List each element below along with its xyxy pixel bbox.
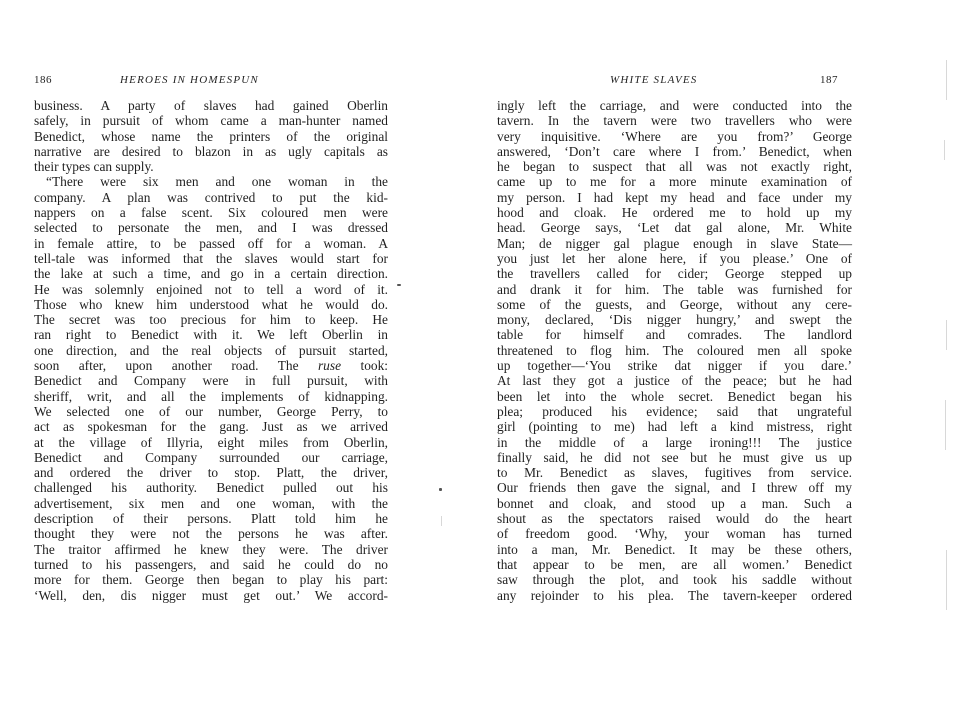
text-line: advertisement, six men and one woman, with the <box>34 495 388 511</box>
left-running-head: HEROES IN HOMESPUN <box>120 74 259 86</box>
text-line: nappers on a false scent. Six coloured men were <box>34 205 388 221</box>
text-line: and ordered the driver to stop. Platt, the driver, <box>34 465 388 481</box>
edge-line <box>946 550 947 610</box>
text-line: mony, declared, ‘Dis nigger hungry,’ and swept the <box>497 312 852 328</box>
text-line: ingly left the carriage, and were conducted into the <box>497 98 852 113</box>
text-line: selected to personate the men, and I was dressed <box>34 220 388 236</box>
text-line: into a man, Mr. Benedict. It may be these others, <box>497 541 852 557</box>
text-line: at the village of Illyria, eight miles from Oberlin, <box>34 434 388 450</box>
text-line: description of their persons. Platt told him he <box>34 511 388 527</box>
text-line: you just let her alone here, if you please.’ One of <box>497 250 852 266</box>
text-line: narrative are desired to blazon in as ugly capitals as <box>34 143 388 159</box>
text-line: thought they were not the persons he was after. <box>34 526 388 542</box>
text-line: finally said, he did not see but he must give us up <box>497 449 852 465</box>
italic-word: ruse <box>317 358 342 374</box>
text-line: of freedom good. ‘Why, your woman has turned <box>497 526 852 542</box>
edge-line <box>945 400 946 450</box>
text-line: turned to his passengers, and said he could do no <box>34 556 388 572</box>
gutter-speck <box>397 284 401 286</box>
text-line: the lake at such a time, and go in a certain direction. <box>34 266 388 282</box>
text-line: Those who knew him understood what he would do. <box>34 296 388 312</box>
text-line: shout as the spectators raised would do the heart <box>497 511 852 527</box>
text-line: my person. I had kept my head and face under my <box>497 189 852 205</box>
text-line: soon after, upon another road. The ruse took: <box>34 358 389 374</box>
text-line: very inquisitive. ‘Where are you from?’ George <box>497 128 852 144</box>
text-line: The secret was too precious for him to keep. He <box>34 312 388 328</box>
text-line: to Mr. Benedict as slaves, fugitives from service. <box>497 465 852 481</box>
text-line: in the middle of a large ironing!!! The justice <box>497 434 852 450</box>
text-line: Man; de nigger gal plague enough in slave State— <box>497 235 852 251</box>
text-line: bonnet and cloak, and stood up a man. Such a <box>497 495 852 511</box>
text-line: ran right to Benedict with it. We left Oberlin in <box>34 327 388 343</box>
text-line: Benedict, whose name the printers of the original <box>34 128 388 144</box>
text-line: girl (pointing to me) had left a kind mistress, right <box>497 419 852 435</box>
text-line: saw through the plot, and took his saddle without <box>497 572 852 588</box>
left-page-number: 186 <box>34 74 52 86</box>
text-line: in female attire, to be passed off for a woman. A <box>34 235 388 251</box>
text-line: head. George says, ‘Let dat gal alone, Mr. White <box>497 220 852 236</box>
text-line: up together—‘You strike dat nigger if you dare.’ <box>497 358 852 374</box>
text-line: he began to suspect that all was not exactly right, <box>497 159 852 175</box>
left-page <box>0 0 440 707</box>
text-line: Benedict and Company were in full pursuit, with <box>34 373 388 389</box>
text-line: Benedict and Company surrounded our carriage, <box>34 449 388 465</box>
text-line: We selected one of our number, George Perry, to <box>34 403 388 419</box>
gutter-speck <box>439 488 442 491</box>
right-page-number: 187 <box>820 74 838 86</box>
left-body-text <box>34 98 388 603</box>
text-line: threatened to flog him. The coloured men all spoke <box>497 342 852 358</box>
right-body-text <box>497 98 852 603</box>
text-line: the travellers called for cider; George stepped up <box>497 266 852 282</box>
text-line: At last they got a justice of the peace; but he had <box>497 373 852 389</box>
text-line: their types can supply. <box>34 159 154 175</box>
text-line: been let into the whole secret. Benedict began his <box>497 388 852 404</box>
text-line: and drank it for him. The table was furnished for <box>497 281 852 297</box>
text-line: company. A plan was contrived to put the kid- <box>34 189 388 205</box>
text-line: “There were six men and one woman in the <box>46 174 388 190</box>
text-line: safely, in pursuit of whom came a man-hunter named <box>34 113 388 129</box>
gutter-line <box>441 516 442 526</box>
text-line: The traitor affirmed he knew they were. The driver <box>34 541 388 557</box>
text-line: tavern. In the tavern were two travellers who were <box>497 113 852 129</box>
text-line: more for them. George then began to play his part: <box>34 572 388 588</box>
text-line: challenged his authority. Benedict pulled out his <box>34 480 388 496</box>
text-line: one direction, and the real objects of pursuit started, <box>34 342 388 358</box>
right-page <box>490 0 860 707</box>
text-line: Our friends then gave the signal, and I threw off my <box>497 480 852 496</box>
text-line: tell-tale was informed that the slaves would start for <box>34 250 388 266</box>
text-line: some of the guests, and George, without any cere- <box>497 296 852 312</box>
text-line: any rejoinder to his plea. The tavern-keeper ordered <box>497 587 852 603</box>
edge-line <box>944 140 945 160</box>
text-line: answered, ‘Don’t care where I from.’ Benedict, when <box>497 143 852 159</box>
text-line: plea; produced his evidence; said that ungrateful <box>497 403 852 419</box>
text-line: ‘Well, den, dis nigger must get out.’ We accord- <box>34 587 388 603</box>
text-line: act as spokesman for the gang. Just as we arrived <box>34 419 388 435</box>
text-line: sheriff, writ, and all the implements of kidnapping. <box>34 388 388 404</box>
text-line: business. A party of slaves had gained Oberlin <box>34 98 388 113</box>
text-line: hood and cloak. He ordered me to hold up my <box>497 205 852 221</box>
text-line: table for himself and comrades. The landlord <box>497 327 852 343</box>
text-line: came up to me for a more minute examination of <box>497 174 852 190</box>
text-line: that appear to be men, are all women.’ Benedict <box>497 556 852 572</box>
text-line: He was solemnly enjoined not to tell a word of it. <box>34 281 388 297</box>
edge-line <box>946 320 947 350</box>
right-running-head: WHITE SLAVES <box>610 74 698 86</box>
edge-line <box>946 60 947 100</box>
